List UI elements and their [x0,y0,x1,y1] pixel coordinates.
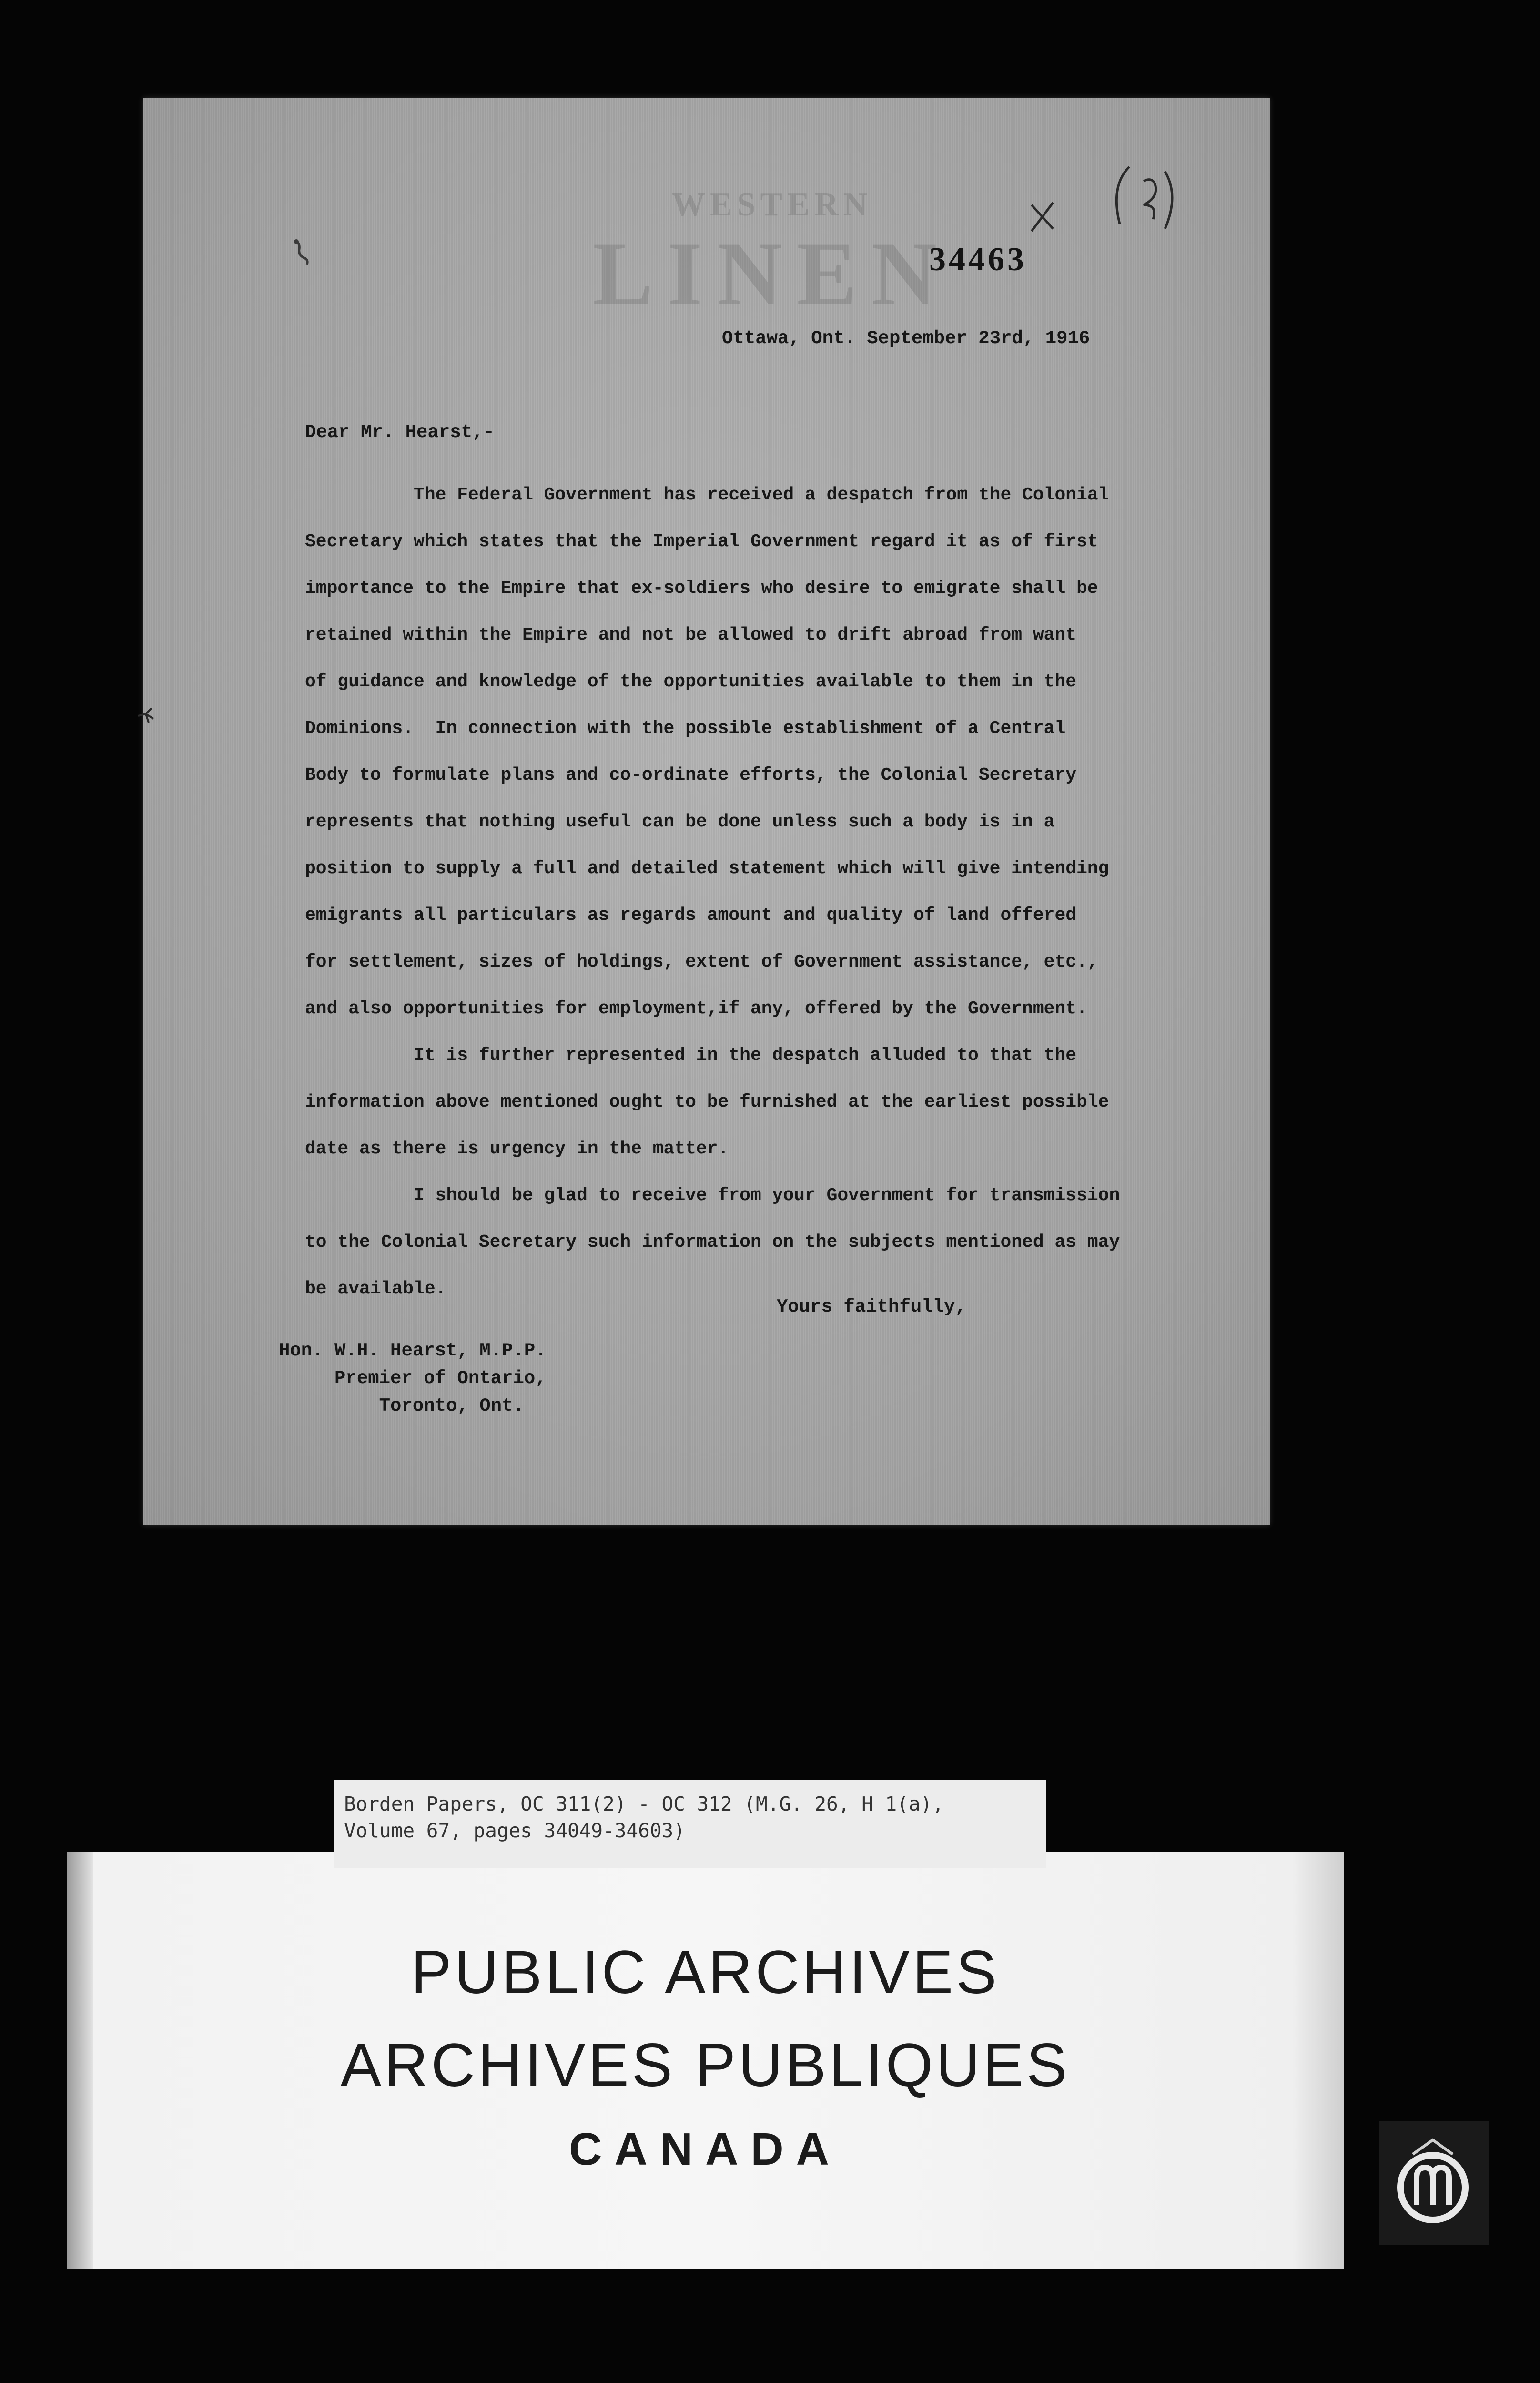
archives-country: CANADA [569,2124,841,2175]
body-line: Dominions. In connection with the possible establishment of a Central [305,718,1066,739]
archives-card [67,1852,1344,2269]
archives-logo [1379,2121,1489,2245]
handwritten-note-icon [1027,162,1189,243]
body-line: date as there is urgency in the matter. [305,1139,729,1159]
reference-line: Volume 67, pages 34049-34603) [344,1819,685,1842]
letter-closing: Yours faithfully, [777,1296,966,1317]
letter-body [305,472,1277,1313]
letter-salutation: Dear Mr. Hearst,- [305,422,495,443]
reference-line: Borden Papers, OC 311(2) - OC 312 (M.G. 26, H 1(a), [344,1792,944,1815]
margin-mark-icon [137,705,158,724]
archives-title-en: PUBLIC ARCHIVES [411,1938,1000,2006]
body-line: and also opportunities for employment,if any, offered by the Government. [305,998,1087,1019]
body-line: Secretary which states that the Imperial Government regard it as of first [305,531,1098,552]
recipient-address [279,1337,708,1420]
body-line: represents that nothing useful can be done unless such a body is in a [305,812,1055,832]
reference-slip [334,1780,1046,1868]
letter-dateline: Ottawa, Ont. September 23rd, 1916 [722,328,1090,349]
address-line: Toronto, Ont. [279,1395,524,1416]
body-line: emigrants all particulars as regards amount and quality of land offered [305,905,1077,926]
body-line: of guidance and knowledge of the opportunities available to them in the [305,672,1077,692]
watermark-main-text: LINEN [593,224,951,324]
document-number: 34463 [929,241,1027,278]
ink-smudge-icon [286,236,319,269]
address-line: Premier of Ontario, [279,1368,547,1389]
address-line: Hon. W.H. Hearst, M.P.P. [279,1340,547,1361]
body-line: to the Colonial Secretary such information on the subjects mentioned as may [305,1232,1120,1253]
letter-sheet [143,98,1270,1525]
body-line: Body to formulate plans and co-ordinate efforts, the Colonial Secretary [305,765,1077,785]
watermark-top-text: WESTERN [671,186,872,223]
body-line: importance to the Empire that ex-soldiers who desire to emigrate shall be [305,578,1098,599]
body-line: I should be glad to receive from your Government for transmission [305,1185,1120,1206]
body-line: for settlement, sizes of holdings, extent of Government assistance, etc., [305,952,1098,972]
body-line: retained within the Empire and not be allowed to drift abroad from want [305,625,1077,645]
body-line: The Federal Government has received a despatch from the Colonial [305,485,1109,505]
body-line: be available. [305,1279,446,1299]
body-line: It is further represented in the despatch alluded to that the [305,1045,1077,1066]
body-line: position to supply a full and detailed statement which will give intending [305,858,1109,879]
body-line: information above mentioned ought to be furnished at the earliest possible [305,1092,1109,1112]
archives-logo-icon [1379,2121,1489,2245]
archives-title-fr: ARCHIVES PUBLIQUES [340,2031,1070,2099]
